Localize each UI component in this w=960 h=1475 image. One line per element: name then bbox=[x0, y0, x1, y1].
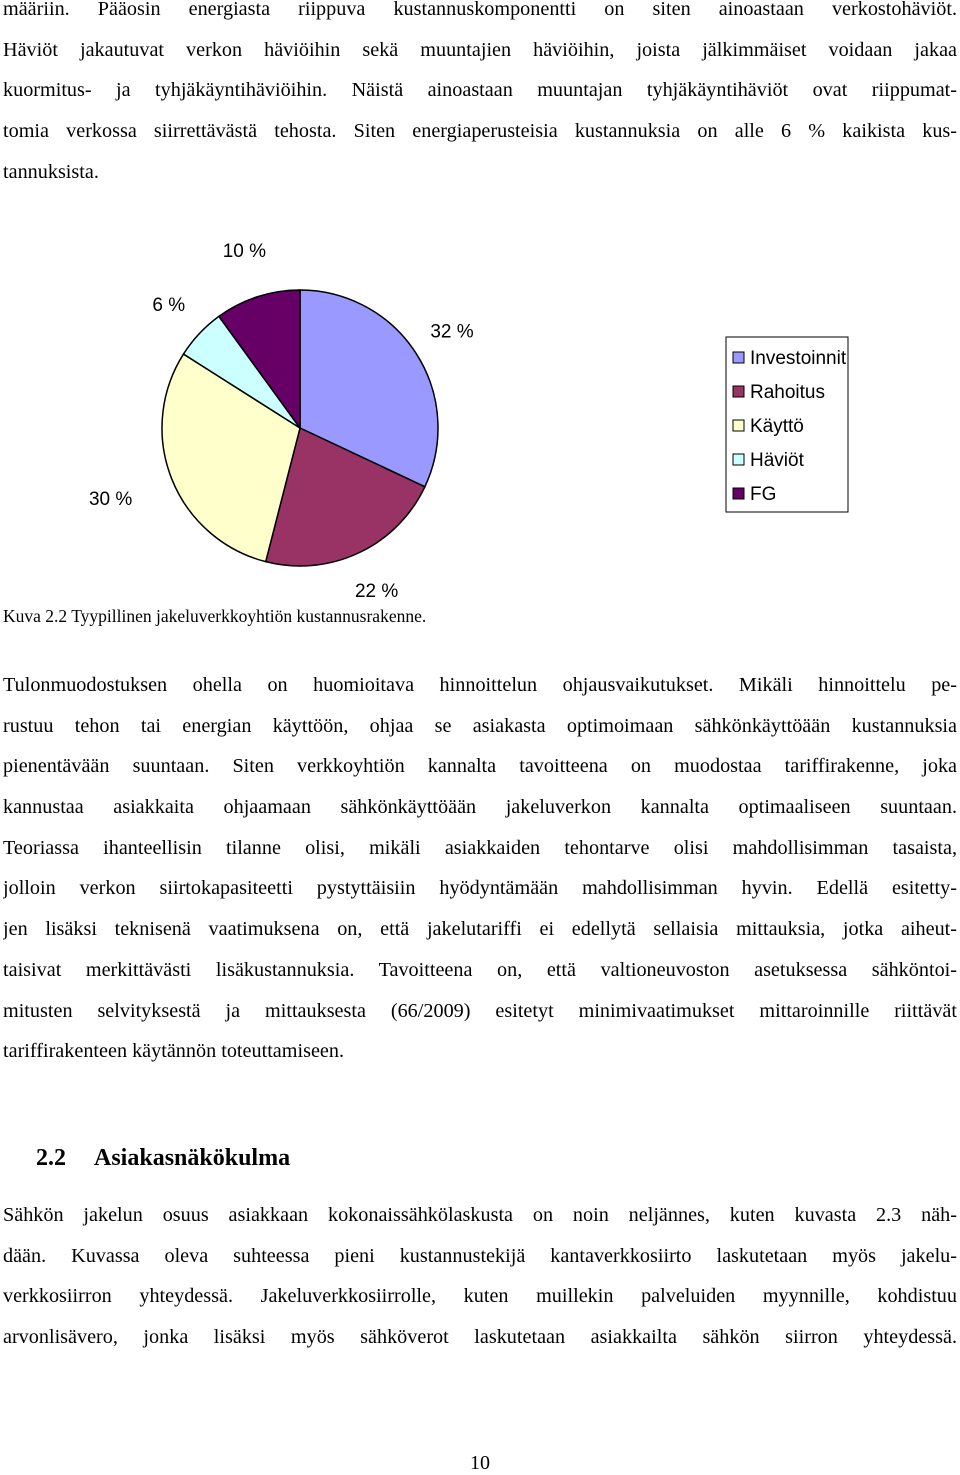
pie-chart-figure bbox=[0, 230, 960, 610]
text-line: arvonlisävero, jonka lisäksi myös sähköverot laskutetaan asiakkailta sähkön siirron yhteydessä. bbox=[3, 1326, 957, 1349]
legend-swatch bbox=[733, 420, 744, 431]
legend-label: Häviöt bbox=[750, 450, 804, 471]
pie-value-label: 30 % bbox=[88, 489, 133, 510]
text-line: tariffirakenteen käytännön toteuttamiseen. bbox=[3, 1040, 344, 1063]
text-line: mitusten selvityksestä ja mittauksesta (66/2009) esitetyt minimivaatimukset mittaroinnille riittävät bbox=[3, 999, 957, 1022]
legend-swatch bbox=[733, 454, 744, 465]
text-line: jolloin verkon siirtokapasiteetti pystyttäisiin hyödyntämään mahdollisimman hyvin. Edellä esitetty- bbox=[3, 877, 957, 900]
legend-label: Käyttö bbox=[750, 416, 804, 437]
pie-value-label: 22 % bbox=[354, 580, 399, 602]
text-line: Häviöt jakautuvat verkon häviöihin sekä muuntajien häviöihin, joista jälkimmäiset voidaan jakaa bbox=[3, 38, 957, 61]
text-line: kuormitus- ja tyhjäkäyntihäviöihin. Näistä ainoastaan muuntajan tyhjäkäyntihäviöt ovat riippumat- bbox=[3, 79, 957, 102]
pie-value-label: 6 % bbox=[152, 294, 186, 316]
legend-swatch bbox=[733, 386, 744, 397]
legend-label: Investoinnit bbox=[750, 348, 847, 369]
pie-slices bbox=[162, 290, 438, 566]
text-line: verkkosiirron yhteydessä. Jakeluverkkosiirrolle, kuten muillekin palveluiden myynnille, kohdistuu bbox=[3, 1285, 957, 1308]
pie-value-label: 10 % bbox=[222, 240, 267, 262]
body-paragraph-middle bbox=[3, 665, 957, 1072]
page-number: 10 bbox=[470, 1452, 490, 1474]
figure-caption: Kuva 2.2 Tyypillinen jakeluverkkoyhtiön kustannusrakenne. bbox=[3, 606, 427, 626]
text-line: määriin. Pääosin energiasta riippuva kustannuskomponentti on siten ainoastaan verkostohäviöt. bbox=[3, 0, 957, 20]
legend-label: Rahoitus bbox=[750, 382, 825, 403]
chart-legend bbox=[726, 337, 848, 512]
text-line: Sähkön jakelun osuus asiakkaan kokonaissähkölaskusta on noin neljännes, kuten kuvasta 2.3 näh- bbox=[3, 1204, 957, 1226]
legend-swatch bbox=[733, 352, 744, 363]
legend-swatch bbox=[733, 488, 744, 499]
legend-label: FG bbox=[750, 484, 777, 505]
text-line: tannuksista. bbox=[3, 160, 99, 183]
text-line: tomia verkossa siirrettävästä tehosta. Siten energiaperusteisia kustannuksia on alle 6 % kaikista kus- bbox=[3, 120, 957, 143]
text-line: jen lisäksi teknisenä vaatimuksena on, että jakelutariffi ei edellytä sellaisia mittauksia, jotka aiheut- bbox=[3, 918, 957, 941]
section-title: Asiakasnäkökulma bbox=[94, 1145, 291, 1171]
text-line: kannustaa asiakkaita ohjaamaan sähkönkäyttöään jakeluverkon kannalta optimaaliseen suuntaan. bbox=[3, 796, 957, 819]
text-line: rustuu tehon tai energian käyttöön, ohjaa se asiakasta optimoimaan sähkönkäyttöään kustannuksia bbox=[3, 714, 957, 737]
text-line: taisivat merkittävästi lisäkustannuksia. Tavoitteena on, että valtioneuvoston asetuksessa sähköntoi- bbox=[3, 958, 957, 981]
section-heading bbox=[36, 1145, 290, 1172]
text-line: Tulonmuodostuksen ohella on huomioitava hinnoittelun ohjausvaikutukset. Mikäli hinnoittelu pe- bbox=[3, 674, 957, 696]
text-line: dään. Kuvassa oleva suhteessa pieni kustannustekijä kantaverkkosiirto laskutetaan myös jakelu- bbox=[3, 1244, 957, 1267]
text-line: pienentävään suuntaan. Siten verkkoyhtiön kannalta tavoitteena on muodostaa tariffirakenne, joka bbox=[3, 755, 957, 778]
body-paragraph-bottom bbox=[3, 1195, 957, 1358]
section-number: 2.2 bbox=[36, 1145, 66, 1171]
body-paragraph-top bbox=[3, 0, 957, 192]
text-line: Teoriassa ihanteellisin tilanne olisi, mikäli asiakkaiden tehontarve olisi mahdollisimman tasaista, bbox=[3, 836, 957, 859]
pie-value-label: 32 % bbox=[430, 321, 474, 343]
